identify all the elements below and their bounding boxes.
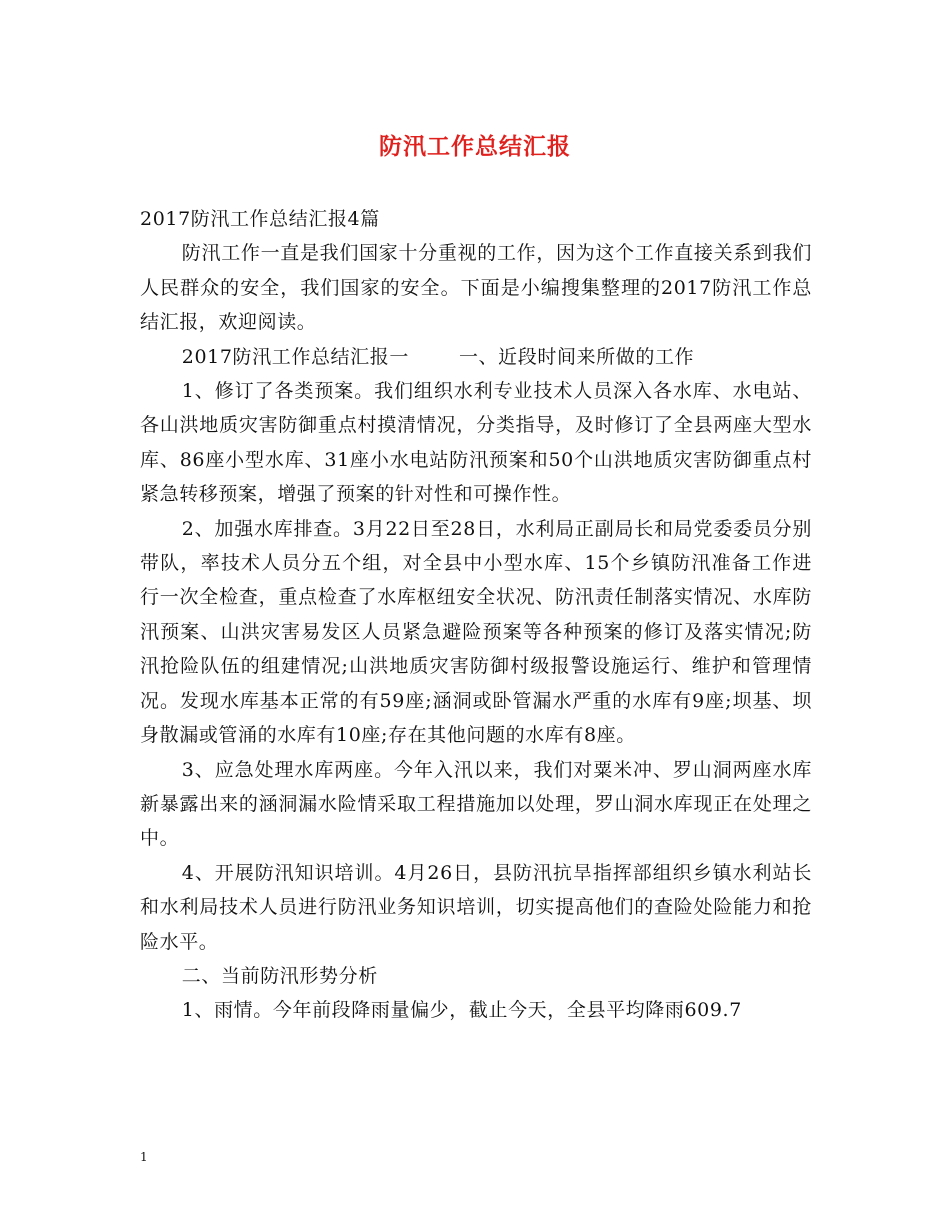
document-title: 防汛工作总结汇报 — [379, 134, 571, 160]
report-heading: 2017防汛工作总结汇报一 — [181, 345, 409, 368]
page-number: 1 — [140, 1150, 148, 1164]
document-body — [140, 202, 812, 1028]
intro-paragraph: 防汛工作一直是我们国家十分重视的工作，因为这个工作直接关系到我们人民群众的安全，我们国家的安全。下面是小编搜集整理的2017防汛工作总结汇报，欢迎阅读。 — [140, 242, 812, 334]
item4-paragraph: 4、开展防汛知识培训。4月26日，县防汛抗旱指挥部组织乡镇水利站长和水利局技术人员进行防汛业务知识培训，切实提高他们的查险处险能力和抢险水平。 — [140, 861, 812, 953]
subtitle-paragraph: 2017防汛工作总结汇报4篇 — [140, 208, 380, 230]
item3-paragraph: 3、应急处理水库两座。今年入汛以来，我们对粟米冲、罗山洞两座水库新暴露出来的涵洞漏水险情采取工程措施加以处理，罗山洞水库现正在处理之中。 — [140, 758, 812, 850]
section2-heading: 二、当前防汛形势分析 — [181, 964, 378, 987]
report-heading-line — [140, 340, 812, 374]
section1-heading: 一、近段时间来所做的工作 — [458, 345, 695, 368]
item2-paragraph: 2、加强水库排查。3月22日至28日，水利局正副局长和局党委委员分别带队，率技术人员分五个组，对全县中小型水库、15个乡镇防汛准备工作进行一次全检查，重点检查了水库枢纽安全状况、防汛责任制落实情况、水库防汛预案、山洪灾害易发区人员紧急避险预案等各种预案的修订及落实情况;防汛抢险队伍的组建情况;山洪地质灾害防御村级报警设施运行、维护和管理情况。发现水库基本正常的有59座;涵洞或卧管漏水严重的水库有9座;坝基、坝身散漏或管涌的水库有10座;存在其他问题的水库有8座。 — [140, 517, 812, 747]
rain-paragraph: 1、雨情。今年前段降雨量偏少，截止今天，全县平均降雨609.7 — [181, 999, 742, 1022]
item1-paragraph: 1、修订了各类预案。我们组织水利专业技术人员深入各水库、水电站、各山洪地质灾害防御重点村摸清情况，分类指导，及时修订了全县两座大型水库、86座小型水库、31座小水电站防汛预案和50个山洪地质灾害防御重点村紧急转移预案，增强了预案的针对性和可操作性。 — [140, 380, 812, 506]
